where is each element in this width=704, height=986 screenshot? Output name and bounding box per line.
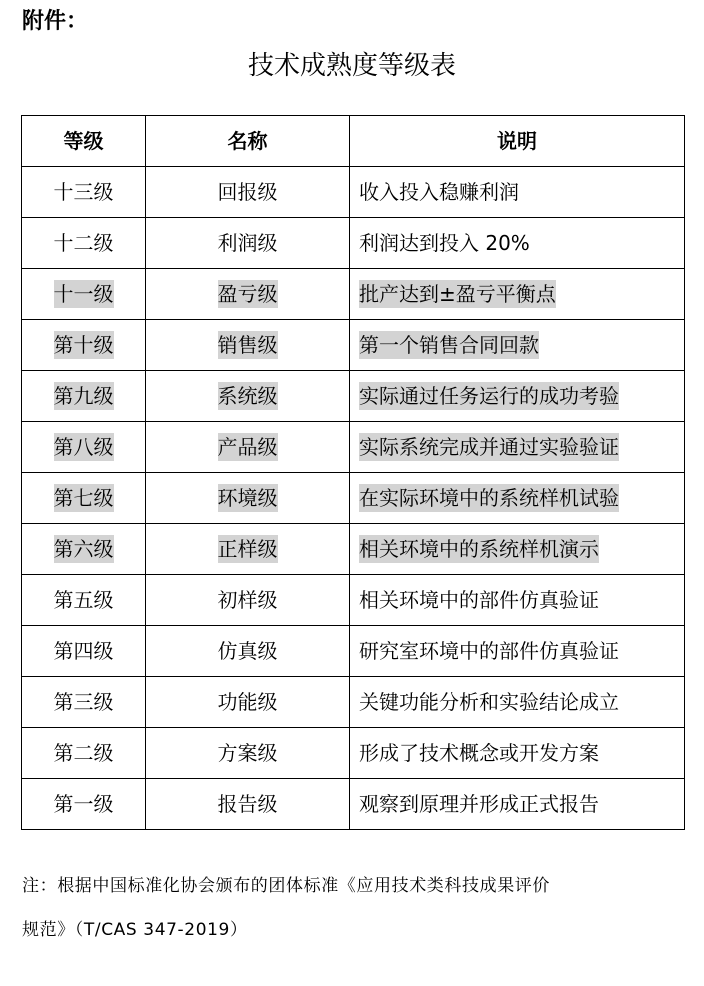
cell-description bbox=[350, 320, 685, 371]
column-header-name: 名称 bbox=[146, 116, 350, 167]
cell-name bbox=[146, 371, 350, 422]
attachment-label: 附件： bbox=[22, 9, 89, 34]
cell-description bbox=[350, 269, 685, 320]
cell-level bbox=[22, 320, 146, 371]
table-row bbox=[22, 575, 685, 626]
cell-description bbox=[350, 575, 685, 626]
cell-description bbox=[350, 779, 685, 830]
cell-level-text: 第十级 bbox=[53, 333, 114, 357]
table-row bbox=[22, 728, 685, 779]
cell-description-text: 第一个销售合同回款 bbox=[359, 333, 539, 357]
cell-name-text: 仿真级 bbox=[217, 639, 278, 663]
cell-level bbox=[22, 626, 146, 677]
cell-description-text: 关键功能分析和实验结论成立 bbox=[359, 690, 619, 714]
table-row bbox=[22, 524, 685, 575]
cell-description-text: 实际通过任务运行的成功考验 bbox=[359, 384, 619, 408]
cell-level-text: 第二级 bbox=[53, 741, 114, 765]
cell-name-text: 报告级 bbox=[217, 792, 278, 816]
cell-level-text: 第八级 bbox=[53, 435, 114, 459]
cell-level-text: 第四级 bbox=[53, 639, 114, 663]
cell-level bbox=[22, 677, 146, 728]
table-header-row bbox=[22, 116, 685, 167]
cell-level bbox=[22, 371, 146, 422]
cell-name-text: 方案级 bbox=[217, 741, 278, 765]
cell-name bbox=[146, 320, 350, 371]
cell-level bbox=[22, 575, 146, 626]
cell-description bbox=[350, 422, 685, 473]
cell-name bbox=[146, 779, 350, 830]
cell-description-text: 利润达到投入 20% bbox=[359, 231, 530, 255]
cell-level-text: 十三级 bbox=[53, 180, 114, 204]
cell-name-text: 产品级 bbox=[217, 435, 278, 459]
cell-name bbox=[146, 575, 350, 626]
page-title: 技术成熟度等级表 bbox=[247, 51, 456, 81]
cell-level-text: 第九级 bbox=[53, 384, 114, 408]
cell-level-text: 十一级 bbox=[53, 282, 114, 306]
cell-description-text: 收入投入稳赚利润 bbox=[359, 180, 519, 204]
cell-description bbox=[350, 728, 685, 779]
cell-name bbox=[146, 218, 350, 269]
maturity-level-table bbox=[21, 115, 685, 830]
cell-description-text: 批产达到±盈亏平衡点 bbox=[359, 282, 556, 306]
cell-level bbox=[22, 167, 146, 218]
cell-name-text: 正样级 bbox=[217, 537, 278, 561]
table-row bbox=[22, 422, 685, 473]
cell-name bbox=[146, 524, 350, 575]
cell-name bbox=[146, 473, 350, 524]
table-row bbox=[22, 626, 685, 677]
cell-description bbox=[350, 524, 685, 575]
cell-name-text: 销售级 bbox=[217, 333, 278, 357]
cell-level-text: 第六级 bbox=[53, 537, 114, 561]
table-row bbox=[22, 677, 685, 728]
cell-name-text: 功能级 bbox=[217, 690, 278, 714]
cell-level-text: 第七级 bbox=[53, 486, 114, 510]
cell-name bbox=[146, 269, 350, 320]
table-row bbox=[22, 473, 685, 524]
cell-description-text: 实际系统完成并通过实验验证 bbox=[359, 435, 619, 459]
cell-level bbox=[22, 269, 146, 320]
cell-description-text: 在实际环境中的系统样机试验 bbox=[359, 486, 619, 510]
cell-name-text: 环境级 bbox=[217, 486, 278, 510]
cell-description-text: 相关环境中的系统样机演示 bbox=[359, 537, 599, 561]
cell-level bbox=[22, 218, 146, 269]
cell-level-text: 第三级 bbox=[53, 690, 114, 714]
cell-name-text: 回报级 bbox=[217, 180, 278, 204]
cell-level bbox=[22, 779, 146, 830]
cell-level bbox=[22, 728, 146, 779]
table-row bbox=[22, 779, 685, 830]
cell-level-text: 第五级 bbox=[53, 588, 114, 612]
cell-description bbox=[350, 167, 685, 218]
footnote-line-2: 规范》（T/CAS 347-2019） bbox=[22, 920, 248, 940]
footnote-line-1: 注：根据中国标准化协会颁布的团体标准《应用技术类科技成果评价 bbox=[22, 876, 550, 896]
cell-name bbox=[146, 728, 350, 779]
cell-name bbox=[146, 677, 350, 728]
table-row bbox=[22, 320, 685, 371]
table-row bbox=[22, 218, 685, 269]
cell-description-text: 观察到原理并形成正式报告 bbox=[359, 792, 599, 816]
cell-name bbox=[146, 167, 350, 218]
cell-name-text: 系统级 bbox=[217, 384, 278, 408]
cell-description bbox=[350, 218, 685, 269]
column-header-description: 说明 bbox=[350, 116, 685, 167]
cell-name-text: 初样级 bbox=[217, 588, 278, 612]
cell-description-text: 相关环境中的部件仿真验证 bbox=[359, 588, 599, 612]
cell-name-text: 盈亏级 bbox=[217, 282, 278, 306]
cell-description bbox=[350, 473, 685, 524]
cell-description bbox=[350, 626, 685, 677]
cell-level bbox=[22, 524, 146, 575]
column-header-level: 等级 bbox=[22, 116, 146, 167]
table-row bbox=[22, 371, 685, 422]
cell-name-text: 利润级 bbox=[217, 231, 278, 255]
cell-name bbox=[146, 422, 350, 473]
cell-level bbox=[22, 422, 146, 473]
cell-description bbox=[350, 677, 685, 728]
table-row bbox=[22, 269, 685, 320]
cell-description-text: 形成了技术概念或开发方案 bbox=[359, 741, 599, 765]
table-row bbox=[22, 167, 685, 218]
cell-level-text: 第一级 bbox=[53, 792, 114, 816]
cell-description-text: 研究室环境中的部件仿真验证 bbox=[359, 639, 619, 663]
cell-description bbox=[350, 371, 685, 422]
table-body bbox=[22, 167, 685, 830]
cell-level bbox=[22, 473, 146, 524]
cell-level-text: 十二级 bbox=[53, 231, 114, 255]
cell-name bbox=[146, 626, 350, 677]
